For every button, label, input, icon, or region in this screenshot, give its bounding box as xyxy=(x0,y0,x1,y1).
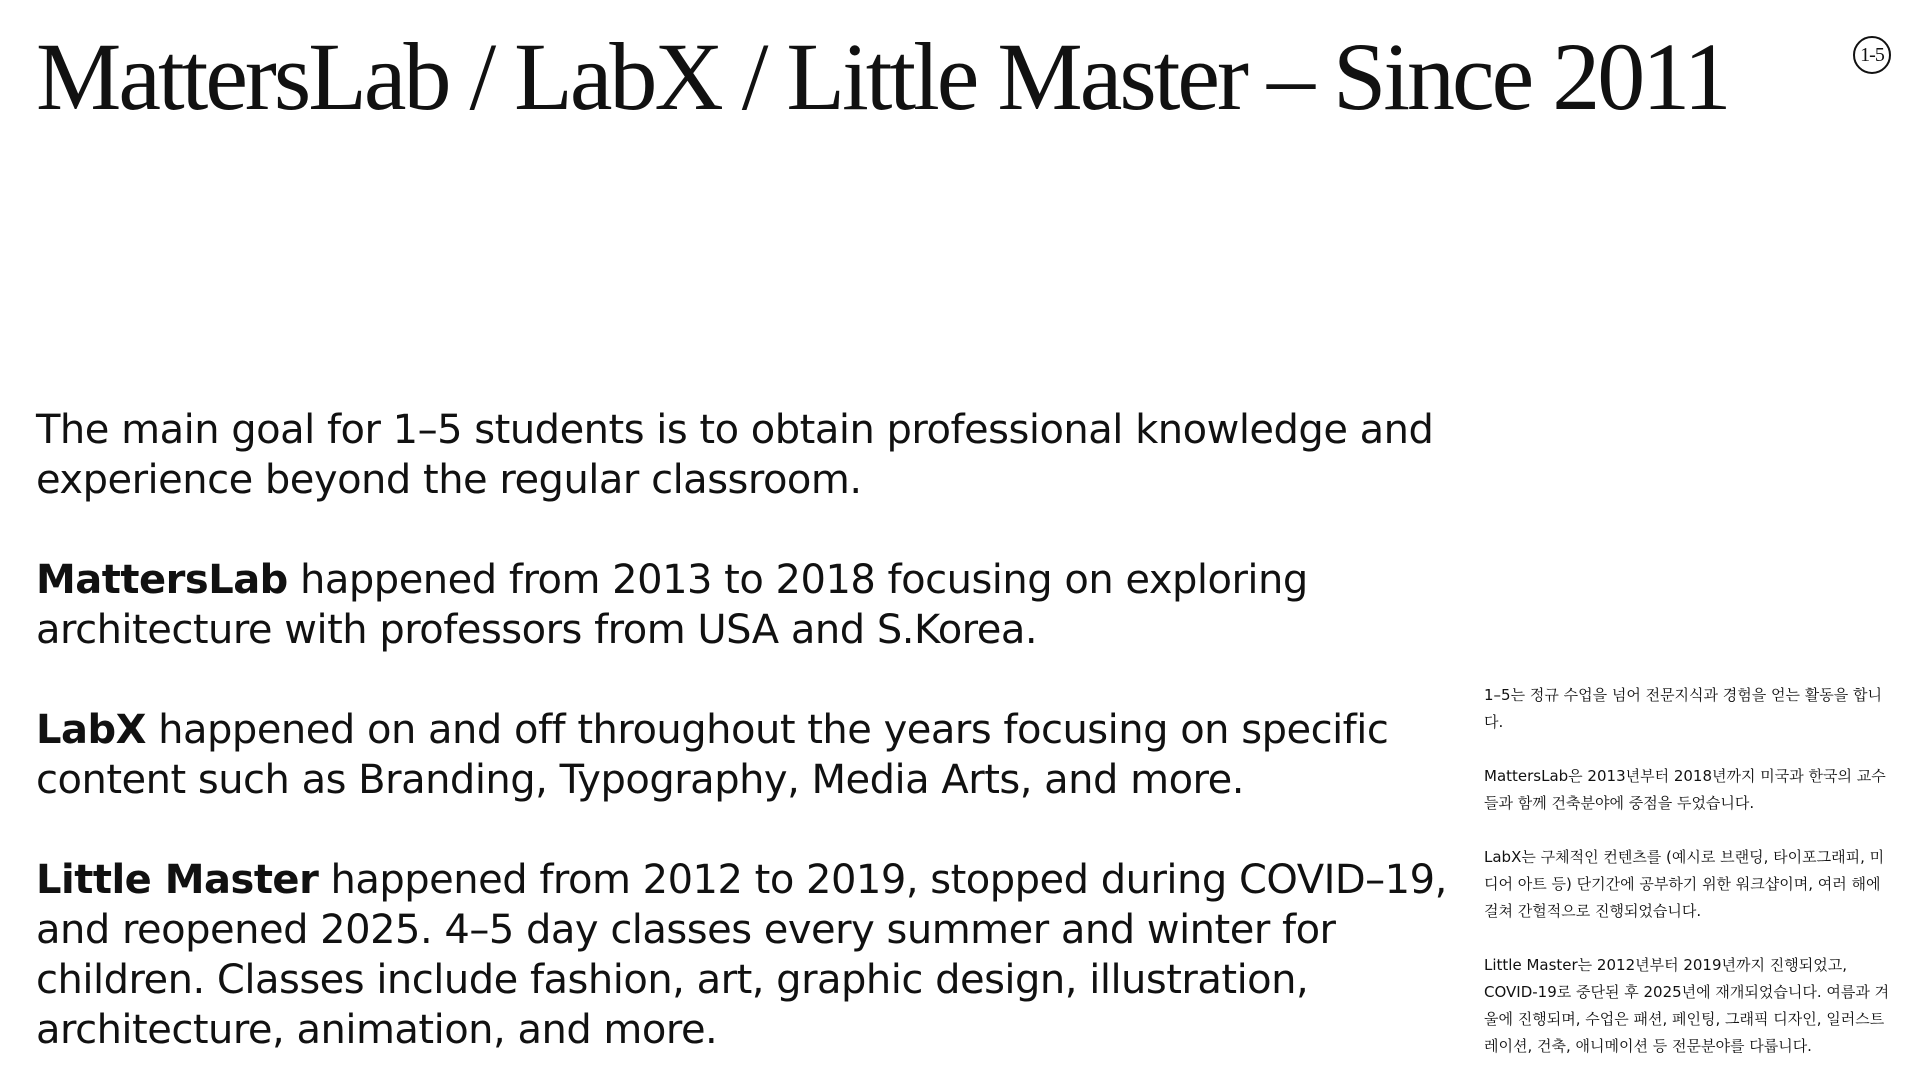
section-matterslab xyxy=(36,555,1476,655)
section-labx xyxy=(36,705,1476,805)
page-title: MattersLab / LabX / Little Master – Since 2011 xyxy=(36,23,1729,130)
section-name: LabX xyxy=(36,707,146,753)
korean-paragraph: 1–5는 정규 수업을 넘어 전문지식과 경험을 얻는 활동을 합니다. xyxy=(1484,686,1883,731)
section-text: happened from 2013 to 2018 focusing on exploring architecture with professors from USA and S.Korea. xyxy=(36,557,1308,653)
korean-translation xyxy=(1484,682,1894,1060)
korean-paragraph: MattersLab은 2013년부터 2018년까지 미국과 한국의 교수들과 함께 건축분야에 중점을 두었습니다. xyxy=(1484,767,1886,812)
korean-paragraph: Little Master는 2012년부터 2019년까지 진행되었고, COVID-19로 중단된 후 2025년에 재개되었습니다. 여름과 겨울에 진행되며, 수업은 패션, 페인팅, 그래픽 디자인, 일러스트레이션, 건축, 애니메이션 등 전문분야를 다룹니다. xyxy=(1484,956,1890,1055)
section-text: happened from 2012 to 2019, stopped during COVID–19, and reopened 2025. 4–5 day classes every summer and winter for children. Classes include fashion, art, graphic design, illustration, architecture, animation, and more. xyxy=(36,857,1447,1053)
section-text: happened on and off throughout the years focusing on specific content such as Branding, Typography, Media Arts, and more. xyxy=(36,707,1389,803)
section-little-master xyxy=(36,855,1476,1055)
main-body xyxy=(36,405,1476,1055)
section-name: Little Master xyxy=(36,857,319,903)
page-number-badge: 1-5 xyxy=(1853,36,1891,74)
korean-paragraph: LabX는 구체적인 컨텐츠를 (예시로 브랜딩, 타이포그래피, 미디어 아트 등) 단기간에 공부하기 위한 워크샵이며, 여러 해에 걸쳐 간헐적으로 진행되었습니다. xyxy=(1484,848,1885,920)
intro-paragraph: The main goal for 1–5 students is to obtain professional knowledge and experience beyond the regular classroom. xyxy=(36,407,1434,503)
section-name: MattersLab xyxy=(36,557,288,603)
